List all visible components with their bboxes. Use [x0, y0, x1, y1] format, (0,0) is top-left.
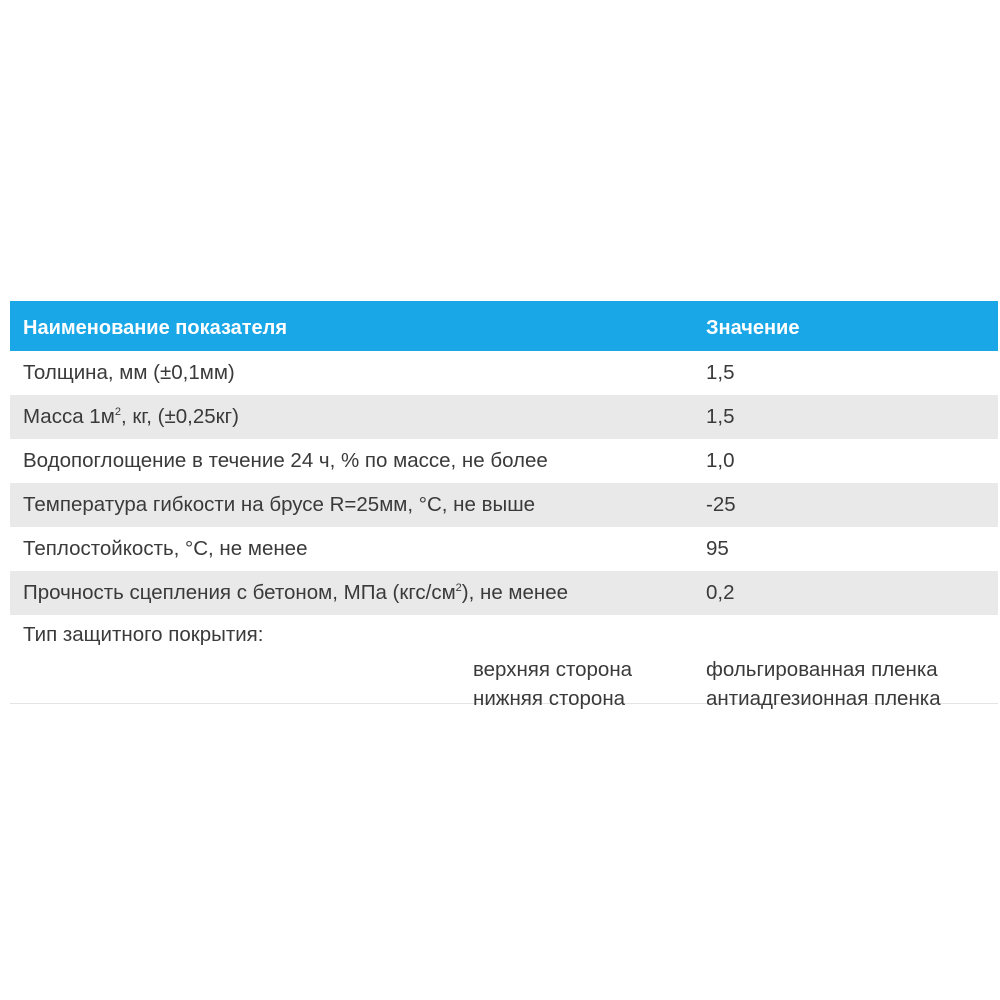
cover-type-title: Тип защитного покрытия: — [23, 623, 264, 646]
row-name — [10, 405, 695, 429]
cover-type-row — [10, 615, 998, 710]
row-name-text-suffix: ), не менее — [461, 581, 569, 604]
table-row — [10, 571, 998, 615]
row-value: 95 — [706, 537, 729, 560]
cover-values-list — [706, 655, 941, 713]
row-value: 0,2 — [706, 581, 735, 604]
table-row — [10, 351, 998, 395]
table-row — [10, 395, 998, 439]
cover-side-bottom-label: нижняя сторона — [473, 687, 626, 710]
row-value: 1,5 — [706, 405, 735, 428]
row-value: 1,5 — [706, 361, 735, 384]
row-value: -25 — [706, 493, 736, 516]
cover-side-top-value: фольгированная пленка — [706, 658, 938, 681]
row-name: Толщина, мм (±0,1мм) — [23, 361, 235, 384]
row-name-superscript: 2 — [114, 406, 121, 419]
cover-side-bottom-value: антиадгезионная пленка — [706, 687, 941, 710]
header-value-label: Значение — [706, 316, 800, 339]
row-name-superscript: 2 — [455, 582, 462, 595]
cover-side-top-label: верхняя сторона — [473, 658, 633, 681]
cover-sides-list — [473, 655, 632, 713]
table-row — [10, 527, 998, 571]
row-name: Теплостойкость, °С, не менее — [23, 537, 308, 560]
row-name — [10, 581, 695, 605]
row-name-text: Прочность сцепления с бетоном, МПа (кгс/см — [23, 581, 456, 604]
header-name-label: Наименование показателя — [23, 316, 288, 339]
table-header — [10, 301, 998, 351]
table-row — [10, 439, 998, 483]
row-name-text: Масса 1м — [23, 405, 115, 428]
row-value: 1,0 — [706, 449, 735, 472]
row-name: Водопоглощение в течение 24 ч, % по массе, не более — [23, 449, 548, 472]
specifications-table — [10, 301, 998, 710]
table-row — [10, 483, 998, 527]
row-name: Температура гибкости на брусе R=25мм, °С, не выше — [23, 493, 536, 516]
row-name-text-suffix: , кг, (±0,25кг) — [120, 405, 239, 428]
